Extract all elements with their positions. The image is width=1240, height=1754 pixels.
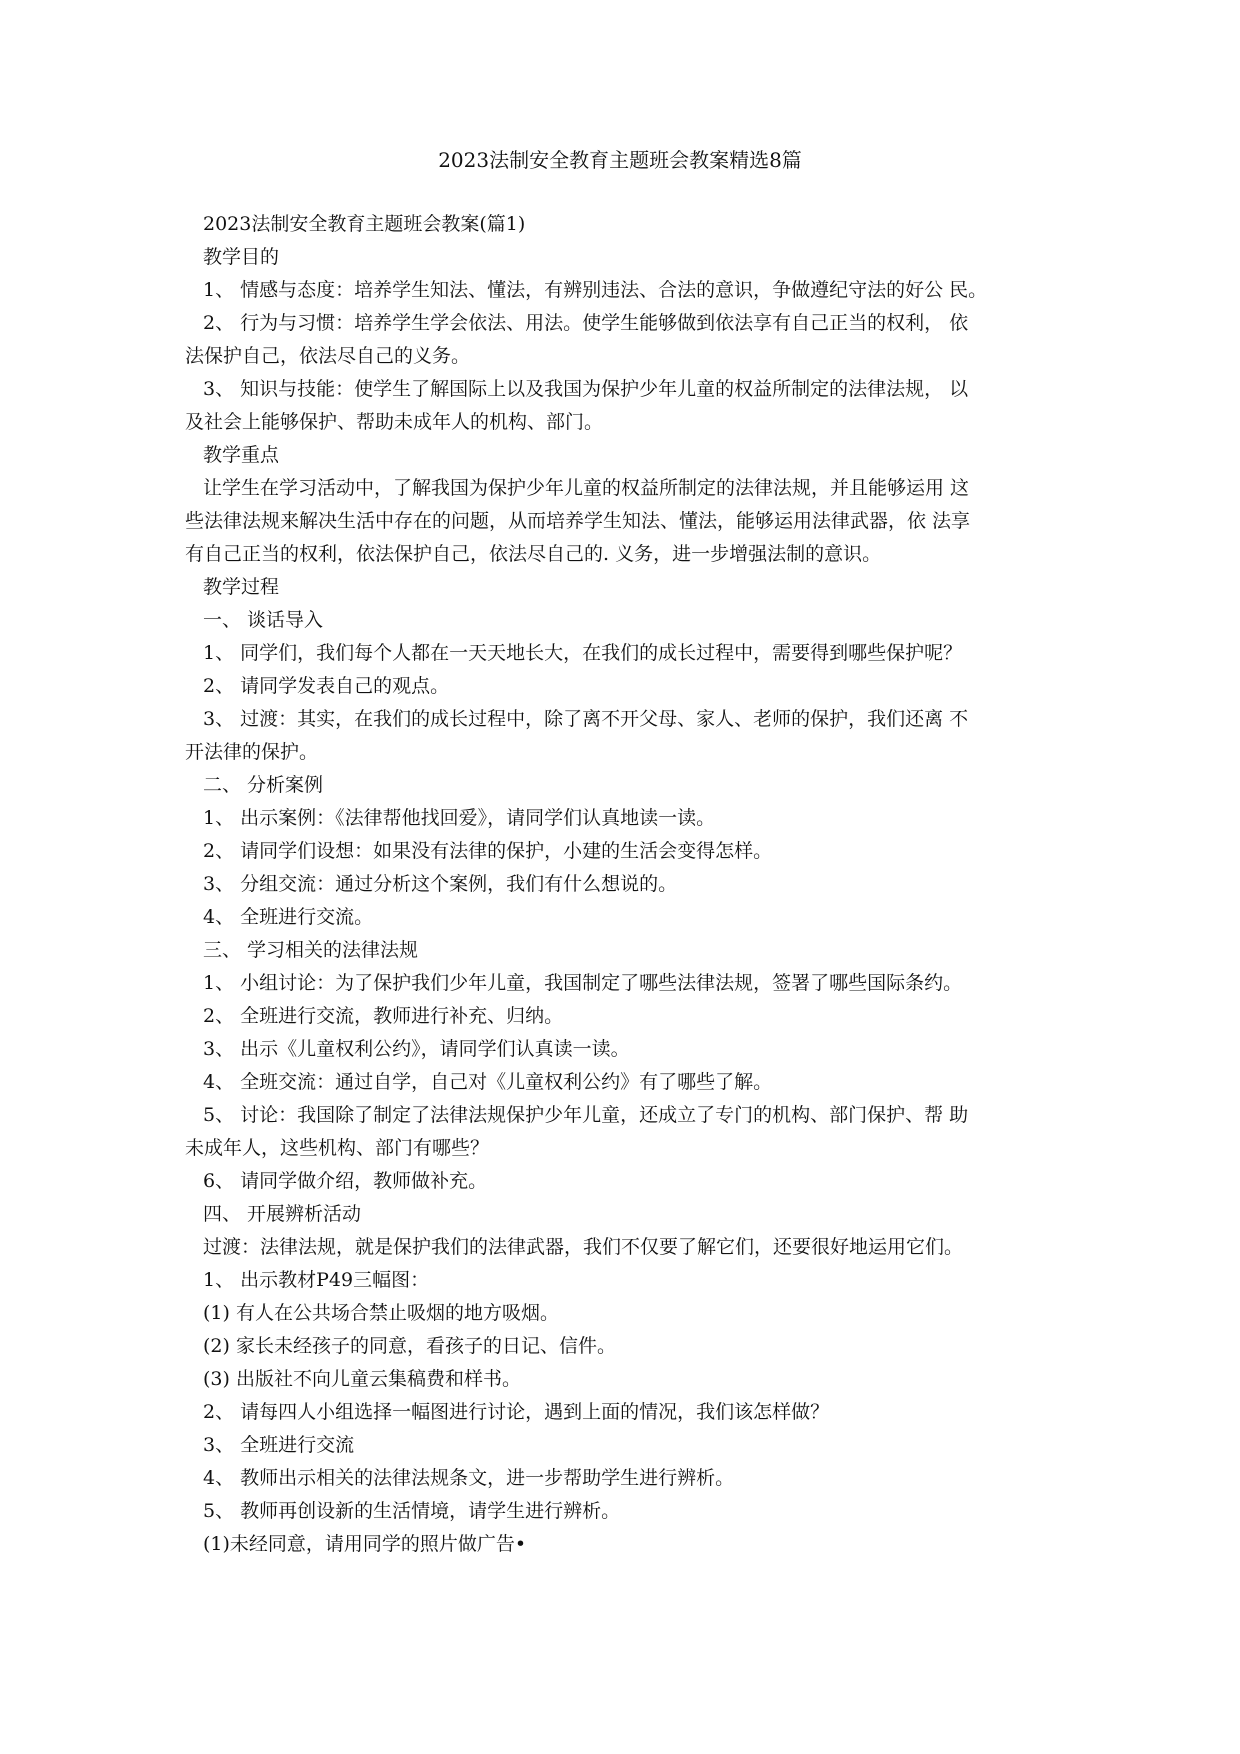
document-title: 2023法制安全教育主题班会教案精选8篇 bbox=[438, 148, 802, 172]
text-line: 过渡：法律法规，就是保护我们的法律武器，我们不仅要了解它们，还要很好地运用它们。 bbox=[203, 1236, 964, 1258]
text-line: 3、 分组交流：通过分析这个案例，我们有什么想说的。 bbox=[203, 873, 678, 895]
text-line: 1、 出示案例：《法律帮他找回爱》，请同学们认真地读一读。 bbox=[203, 807, 716, 829]
text-line: 教学目的 bbox=[203, 246, 280, 268]
text-line: 5、 讨论：我国除了制定了法律法规保护少年儿童，还成立了专门的机构、部门保护、帮 助 bbox=[203, 1104, 969, 1126]
text-line: 1、 出示教材P49三幅图： bbox=[203, 1269, 430, 1291]
text-line: 2、 行为与习惯：培养学生学会依法、用法。使学生能够做到依法享有自己正当的权利， 依 bbox=[203, 312, 969, 334]
text-line: 些法律法规来解决生活中存在的问题，从而培养学生知法、懂法，能够运用法律武器，依 法享 bbox=[185, 510, 971, 532]
text-line: 及社会上能够保护、帮助未成年人的机构、部门。 bbox=[185, 411, 604, 433]
text-line: 2、 全班进行交流，教师进行补充、归纳。 bbox=[203, 1005, 564, 1027]
text-line: 5、 教师再创设新的生活情境，请学生进行辨析。 bbox=[203, 1500, 621, 1522]
text-line: 法保护自己，依法尽自己的义务。 bbox=[185, 345, 471, 367]
text-line: 3、 出示《儿童权利公约》，请同学们认真读一读。 bbox=[203, 1038, 630, 1060]
text-line: (1) 有人在公共场合禁止吸烟的地方吸烟。 bbox=[203, 1302, 559, 1324]
text-line: 2、 请同学们设想：如果没有法律的保护，小建的生活会变得怎样。 bbox=[203, 840, 773, 862]
text-line: 让学生在学习活动中，了解我国为保护少年儿童的权益所制定的法律法规，并且能够运用 这 bbox=[203, 477, 970, 499]
text-line: (3) 出版社不向儿童云集稿费和样书。 bbox=[203, 1368, 521, 1390]
text-line: 3、 知识与技能：使学生了解国际上以及我国为保护少年儿童的权益所制定的法律法规， 以 bbox=[203, 378, 969, 400]
text-line: 3、 全班进行交流 bbox=[203, 1434, 355, 1456]
text-line: 未成年人，这些机构、部门有哪些？ bbox=[185, 1137, 490, 1159]
text-line: 2、 请同学发表自己的观点。 bbox=[203, 675, 450, 697]
text-line: 三、 学习相关的法律法规 bbox=[203, 939, 419, 961]
text-line: 1、 情感与态度：培养学生知法、懂法，有辨别违法、合法的意识，争做遵纪守法的好公 民。 bbox=[203, 279, 988, 301]
text-line: 教学重点 bbox=[203, 444, 280, 466]
text-line: 二、 分析案例 bbox=[203, 774, 324, 796]
text-line: 4、 全班进行交流。 bbox=[203, 906, 374, 928]
text-line: 6、 请同学做介绍，教师做补充。 bbox=[203, 1170, 488, 1192]
text-line: 教学过程 bbox=[203, 576, 280, 598]
text-line: (1)未经同意，请用同学的照片做广告• bbox=[203, 1533, 527, 1555]
text-line: 一、 谈话导入 bbox=[203, 609, 324, 631]
text-line: 1、 小组讨论：为了保护我们少年儿童，我国制定了哪些法律法规，签署了哪些国际条约。 bbox=[203, 972, 963, 994]
text-line: 4、 全班交流：通过自学，自己对《儿童权利公约》有了哪些了解。 bbox=[203, 1071, 773, 1093]
text-line: 3、 过渡：其实，在我们的成长过程中，除了离不开父母、家人、老师的保护，我们还离 不 bbox=[203, 708, 969, 730]
text-line: 开法律的保护。 bbox=[185, 741, 319, 763]
text-line: 4、 教师出示相关的法律法规条文，进一步帮助学生进行辨析。 bbox=[203, 1467, 735, 1489]
text-line: (2) 家长未经孩子的同意，看孩子的日记、信件。 bbox=[203, 1335, 616, 1357]
text-line: 1、 同学们，我们每个人都在一天天地长大，在我们的成长过程中，需要得到哪些保护呢？ bbox=[203, 642, 963, 664]
text-line: 有自己正当的权利，依法保护自己，依法尽自己的. 义务，进一步增强法制的意识。 bbox=[185, 543, 882, 565]
text-line: 2、 请每四人小组选择一幅图进行讨论，遇到上面的情况，我们该怎样做？ bbox=[203, 1401, 830, 1423]
document-body bbox=[185, 208, 1055, 1561]
text-line: 2023法制安全教育主题班会教案(篇1) bbox=[203, 213, 526, 235]
text-line: 四、 开展辨析活动 bbox=[203, 1203, 362, 1225]
